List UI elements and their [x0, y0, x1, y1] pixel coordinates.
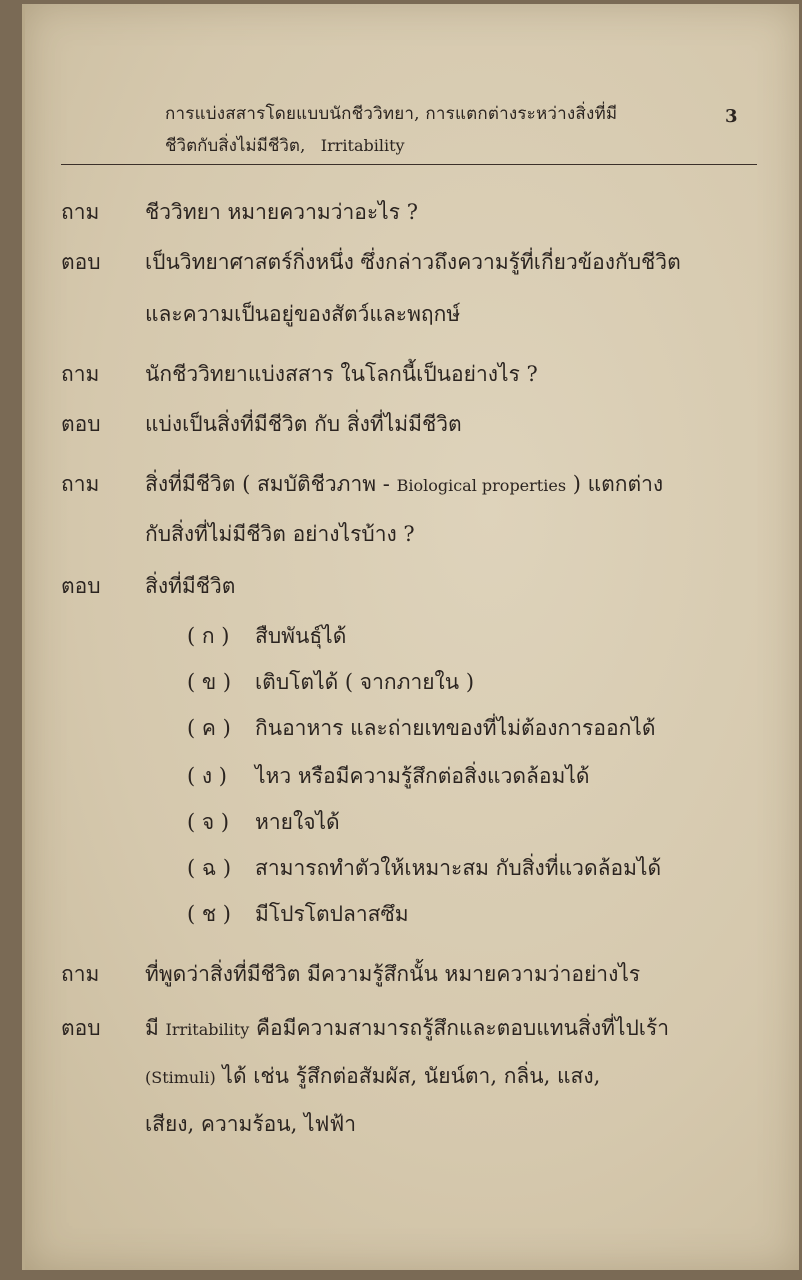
answer-4-line-3: เสียง, ความร้อน, ไฟฟ้า — [145, 1112, 357, 1136]
question-label: ถาม — [61, 962, 100, 986]
property-item: กินอาหาร และถ่ายเทของที่ไม่ต้องการออกได้ — [255, 716, 656, 740]
property-item: สืบพันธุ์ได้ — [255, 624, 347, 648]
header-line-2-thai: ชีวิตกับสิ่งไม่มีชีวิต, — [165, 136, 306, 156]
question-label: ถาม — [61, 200, 100, 224]
answer-label: ตอบ — [61, 574, 101, 598]
property-marker: ( ช ) — [187, 902, 231, 926]
question-2: นักชีววิทยาแบ่งสสาร ในโลกนี้เป็นอย่างไร ? — [145, 362, 538, 386]
question-label: ถาม — [61, 472, 100, 496]
header-line-2 — [165, 132, 405, 159]
answer-4-line-2-latin: (Stimuli) — [145, 1068, 216, 1087]
answer-3-intro: สิ่งที่มีชีวิต — [145, 574, 236, 598]
property-item: ไหว หรือมีความรู้สึกต่อสิ่งแวดล้อมได้ — [255, 764, 590, 788]
answer-4-latin: Irritability — [165, 1020, 250, 1039]
property-marker: ( ข ) — [187, 670, 232, 694]
page-number: 3 — [725, 106, 738, 127]
answer-4-line-2-rest: ได้ เช่น รู้สึกต่อสัมผัส, นัยน์ตา, กลิ่น, แสง, — [215, 1064, 601, 1088]
answer-2: แบ่งเป็นสิ่งที่มีชีวิต กับ สิ่งที่ไม่มีชีวิต — [145, 412, 462, 436]
property-marker: ( ก ) — [187, 624, 230, 648]
header-line-1: การแบ่งสสารโดยแบบนักชีววิทยา, การแตกต่างระหว่างสิ่งที่มี — [165, 104, 618, 124]
question-3-part-2: ) แตกต่าง — [566, 472, 664, 496]
header-line-2-latin: Irritability — [320, 136, 405, 155]
answer-1-line-2: และความเป็นอยู่ของสัตว์และพฤกษ์ — [145, 302, 461, 326]
question-3-latin: Biological properties — [396, 476, 567, 495]
answer-4-line-1 — [145, 1012, 669, 1045]
running-header — [165, 100, 755, 170]
question-3-line-1 — [145, 468, 663, 501]
book-page — [22, 4, 799, 1270]
answer-label: ตอบ — [61, 1016, 101, 1040]
property-marker: ( จ ) — [187, 810, 230, 834]
property-item: หายใจได้ — [255, 810, 340, 834]
property-marker: ( ง ) — [187, 764, 227, 788]
property-marker: ( ฉ ) — [187, 856, 232, 880]
question-label: ถาม — [61, 362, 100, 386]
answer-4-part-1: มี — [145, 1016, 166, 1040]
property-item: สามารถทำตัวให้เหมาะสม กับสิ่งที่แวดล้อมได้ — [255, 856, 662, 880]
property-marker: ( ค ) — [187, 716, 231, 740]
answer-4-part-2: คือมีความสามารถรู้สึกและตอบแทนสิ่งที่ไปเร้า — [249, 1016, 670, 1040]
question-3-part-1: สิ่งที่มีชีวิต ( สมบัติชีวภาพ - — [145, 472, 397, 496]
question-1: ชีววิทยา หมายความว่าอะไร ? — [145, 200, 418, 224]
answer-4-line-2 — [145, 1060, 600, 1093]
question-3-line-2: กับสิ่งที่ไม่มีชีวิต อย่างไรบ้าง ? — [145, 522, 415, 546]
question-4: ที่พูดว่าสิ่งที่มีชีวิต มีความรู้สึกนั้น หมายความว่าอย่างไร — [145, 962, 641, 986]
answer-label: ตอบ — [61, 412, 101, 436]
property-item: มีโปรโตปลาสซึม — [255, 902, 409, 926]
property-item: เติบโตได้ ( จากภายใน ) — [255, 670, 475, 694]
header-divider — [61, 164, 757, 165]
answer-label: ตอบ — [61, 250, 101, 274]
answer-1-line-1: เป็นวิทยาศาสตร์กิ่งหนึ่ง ซึ่งกล่าวถึงความรู้ที่เกี่ยวข้องกับชีวิต — [145, 250, 681, 274]
